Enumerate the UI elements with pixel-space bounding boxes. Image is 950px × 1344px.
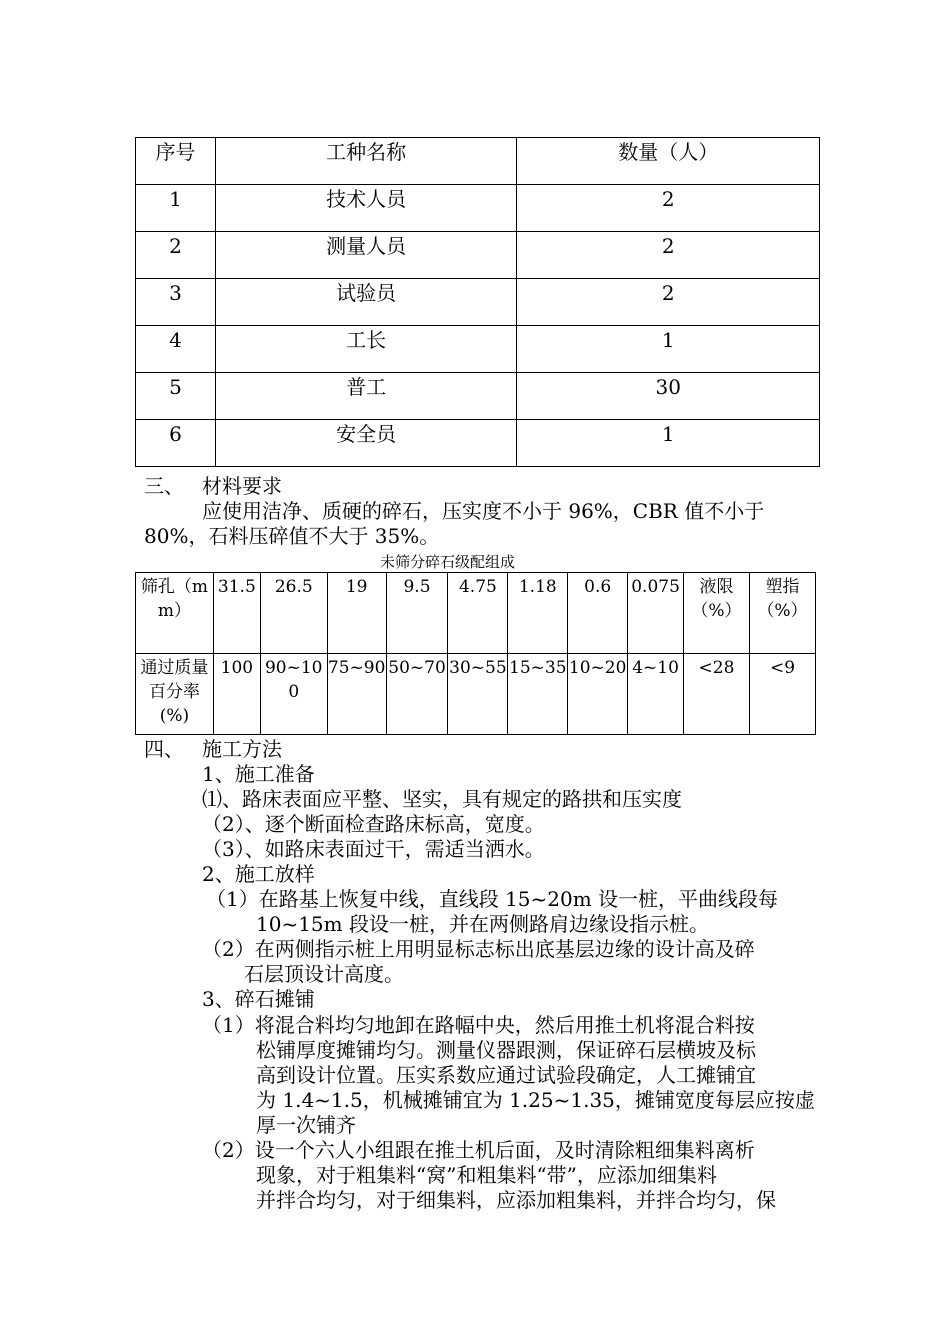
table-cell: 1 bbox=[517, 420, 820, 467]
table-cell: 液限（%） bbox=[684, 573, 750, 654]
table-cell: 2 bbox=[517, 279, 820, 326]
table-cell: 1 bbox=[136, 185, 216, 232]
table-header-row bbox=[136, 138, 820, 185]
table-cell: 2 bbox=[136, 232, 216, 279]
table-caption: 未筛分碎石级配组成 bbox=[380, 553, 516, 571]
table-cell: 90~100 bbox=[260, 654, 327, 735]
table-cell: 100 bbox=[213, 654, 260, 735]
list-item-continuation: 高到设计位置。压实系数应通过试验段确定，人工摊铺宜 bbox=[256, 1063, 756, 1087]
table-cell: 工长 bbox=[215, 326, 517, 373]
list-item: （2）、逐个断面检查路床标高，宽度。 bbox=[202, 812, 545, 836]
list-item-continuation: 松铺厚度摊铺均匀。测量仪器跟测，保证碎石层横坡及标 bbox=[256, 1038, 756, 1062]
header-cell: 数量（人） bbox=[517, 138, 820, 185]
list-item: （2）在两侧指示桩上用明显标志标出底基层边缘的设计高及碎 bbox=[202, 937, 755, 961]
header-cell: 序号 bbox=[136, 138, 216, 185]
table-cell: 安全员 bbox=[215, 420, 517, 467]
table-cell: 4 bbox=[136, 326, 216, 373]
subsection-heading: 3、碎石摊铺 bbox=[202, 987, 315, 1011]
table-cell: 30~55 bbox=[448, 654, 508, 735]
table-cell: 75~90 bbox=[327, 654, 386, 735]
staff-table bbox=[135, 137, 820, 467]
table-row bbox=[136, 573, 816, 654]
section3-paragraph-line: 应使用洁净、质硬的碎石，压实度不小于 96%，CBR 值不小于 bbox=[202, 499, 765, 523]
list-item-continuation: 厚一次铺齐 bbox=[256, 1113, 356, 1137]
section3-heading: 材料要求 bbox=[202, 474, 282, 498]
table-cell: 塑指（%） bbox=[749, 573, 815, 654]
section4-heading-number: 四、 bbox=[144, 737, 184, 761]
list-item: ⑴、路床表面应平整、坚实，具有规定的路拱和压实度 bbox=[202, 787, 682, 811]
table-cell: 9.5 bbox=[386, 573, 448, 654]
table-cell: 31.5 bbox=[213, 573, 260, 654]
table-row bbox=[136, 326, 820, 373]
table-row bbox=[136, 232, 820, 279]
table-row bbox=[136, 420, 820, 467]
table-cell: 通过质量百分率(%) bbox=[136, 654, 214, 735]
table-row bbox=[136, 373, 820, 420]
subsection-heading: 1、施工准备 bbox=[202, 762, 315, 786]
gradation-table bbox=[135, 572, 816, 735]
table-cell: 26.5 bbox=[260, 573, 327, 654]
table-cell: 普工 bbox=[215, 373, 517, 420]
header-cell: 工种名称 bbox=[215, 138, 517, 185]
list-item-continuation: 并拌合均匀，对于细集料，应添加粗集料，并拌合均匀，保 bbox=[256, 1188, 776, 1212]
table-row bbox=[136, 279, 820, 326]
list-item-continuation: 10~15m 段设一桩，并在两侧路肩边缘设指示桩。 bbox=[256, 912, 709, 936]
table-cell: 10~20 bbox=[568, 654, 628, 735]
table-row bbox=[136, 185, 820, 232]
list-item: （3）、如路床表面过干，需适当洒水。 bbox=[202, 837, 545, 861]
table-cell: 试验员 bbox=[215, 279, 517, 326]
table-cell: 2 bbox=[517, 185, 820, 232]
table-cell: 30 bbox=[517, 373, 820, 420]
table-cell: <28 bbox=[684, 654, 750, 735]
subsection-heading: 2、施工放样 bbox=[202, 862, 315, 886]
table-cell: 0.6 bbox=[568, 573, 628, 654]
table-cell: 筛孔（mm） bbox=[136, 573, 214, 654]
table-cell: 4~10 bbox=[628, 654, 684, 735]
table-cell: 0.075 bbox=[628, 573, 684, 654]
list-item-continuation: 石层顶设计高度。 bbox=[244, 962, 404, 986]
list-item-continuation: 现象，对于粗集料“窝”和粗集料“带”，应添加细集料 bbox=[256, 1163, 717, 1187]
table-cell: 1 bbox=[517, 326, 820, 373]
table-cell: 3 bbox=[136, 279, 216, 326]
table-cell: 技术人员 bbox=[215, 185, 517, 232]
list-item: （1）将混合料均匀地卸在路幅中央，然后用推土机将混合料按 bbox=[202, 1013, 755, 1037]
table-cell: 19 bbox=[327, 573, 386, 654]
list-item: （2）设一个六人小组跟在推土机后面，及时清除粗细集料离析 bbox=[202, 1138, 755, 1162]
table-row bbox=[136, 654, 816, 735]
list-item-continuation: 为 1.4~1.5，机械摊铺宜为 1.25~1.35，摊铺宽度每层应按虚 bbox=[256, 1088, 815, 1112]
table-cell: 6 bbox=[136, 420, 216, 467]
list-item: （1）在路基上恢复中线，直线段 15~20m 设一桩，平曲线段每 bbox=[206, 887, 779, 911]
table-cell: 1.18 bbox=[508, 573, 568, 654]
table-cell: <9 bbox=[749, 654, 815, 735]
section3-paragraph-line: 80%，石料压碎值不大于 35%。 bbox=[144, 524, 440, 548]
table-cell: 2 bbox=[517, 232, 820, 279]
table-cell: 5 bbox=[136, 373, 216, 420]
table-cell: 测量人员 bbox=[215, 232, 517, 279]
section4-heading: 施工方法 bbox=[202, 737, 282, 761]
table-cell: 15~35 bbox=[508, 654, 568, 735]
table-cell: 4.75 bbox=[448, 573, 508, 654]
section3-heading-number: 三、 bbox=[144, 474, 184, 498]
table-cell: 50~70 bbox=[386, 654, 448, 735]
